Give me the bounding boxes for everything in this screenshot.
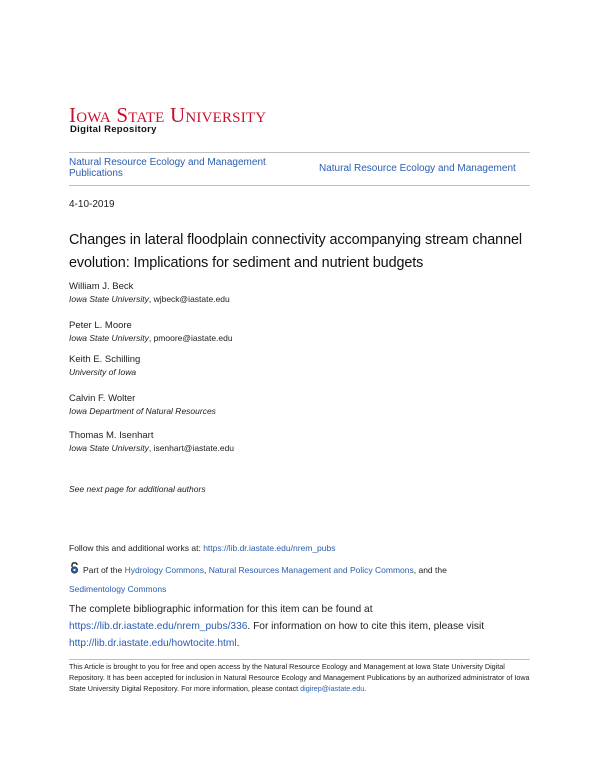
author-affiliation xyxy=(69,405,469,417)
author-email: , isenhart@iastate.edu xyxy=(148,443,235,453)
footer-divider xyxy=(69,659,530,660)
repository-subtitle: Digital Repository xyxy=(70,124,157,135)
footer-text: This Article is brought to you for free and open access by the Natural Resource Ecology and Management at Iowa State University Digital Repository. It has been accepted for inclusion in Natural Resource Ecology and Management Publications by an authorized administrator of Iowa State University Digital Repository. For more information, please contact xyxy=(69,662,530,693)
author-entry xyxy=(69,281,469,305)
author-name: Calvin F. Wolter xyxy=(69,393,136,404)
author-name: Keith E. Schilling xyxy=(69,354,141,365)
author-entry xyxy=(69,393,469,417)
collection-url-link[interactable]: https://lib.dr.iastate.edu/nrem_pubs xyxy=(203,543,336,553)
part-of-sep1: , xyxy=(203,565,209,575)
biblio-text-1: The complete bibliographic information for this item can be found at xyxy=(69,604,373,615)
part-of-sep2: , and the xyxy=(413,565,447,575)
author-entry xyxy=(69,320,469,344)
part-of-prefix: Part of the xyxy=(83,565,125,575)
footer-end: . xyxy=(364,684,367,693)
top-divider xyxy=(69,152,530,153)
how-to-cite-link[interactable]: http://lib.dr.iastate.edu/howtocite.html xyxy=(69,638,237,649)
publication-date: 4-10-2019 xyxy=(69,199,115,210)
author-email: , pmoore@iastate.edu xyxy=(148,333,233,343)
author-affiliation xyxy=(69,366,469,378)
open-access-icon xyxy=(69,562,80,580)
follow-text: Follow this and additional works at: xyxy=(69,543,204,553)
part-of-line xyxy=(69,561,529,598)
author-affiliation xyxy=(69,293,469,305)
author-entry xyxy=(69,430,469,454)
author-institution: Iowa State University xyxy=(69,443,149,453)
biblio-text-2: . For information on how to cite this item, please visit xyxy=(247,621,485,632)
author-institution: Iowa Department of Natural Resources xyxy=(69,406,216,416)
author-email: , wjbeck@iastate.edu xyxy=(148,294,230,304)
author-institution: Iowa State University xyxy=(69,333,149,343)
article-title: Changes in lateral floodplain connectivity accompanying stream channel evolution: Implications for sediment and nutrient budgets xyxy=(69,232,522,271)
author-institution: University of Iowa xyxy=(69,367,137,377)
follow-line xyxy=(69,543,336,553)
collections-divider xyxy=(69,185,530,186)
author-affiliation xyxy=(69,332,469,344)
university-logo-title: Iowa State University xyxy=(69,103,267,127)
natural-resources-commons-link[interactable]: Natural Resources Management and Policy Commons xyxy=(208,565,414,575)
author-name: Thomas M. Isenhart xyxy=(69,430,154,441)
footer-notice xyxy=(69,661,531,694)
collection-link-department[interactable]: Natural Resource Ecology and Management xyxy=(319,163,516,174)
item-url-link[interactable]: https://lib.dr.iastate.edu/nrem_pubs/336 xyxy=(69,621,248,632)
author-affiliation xyxy=(69,442,469,454)
hydrology-commons-link[interactable]: Hydrology Commons xyxy=(124,565,204,575)
author-entry xyxy=(69,354,469,378)
collection-link-publications[interactable]: Natural Resource Ecology and Management Publications xyxy=(69,157,266,179)
author-institution: Iowa State University xyxy=(69,294,149,304)
see-next-page-note: See next page for additional authors xyxy=(69,484,206,494)
bibliographic-info xyxy=(69,601,534,652)
biblio-text-3: . xyxy=(236,638,240,649)
author-name: William J. Beck xyxy=(69,281,134,292)
sedimentology-commons-link[interactable]: Sedimentology Commons xyxy=(69,584,167,594)
contact-email-link[interactable]: digirep@iastate.edu xyxy=(300,684,365,693)
author-name: Peter L. Moore xyxy=(69,320,132,331)
